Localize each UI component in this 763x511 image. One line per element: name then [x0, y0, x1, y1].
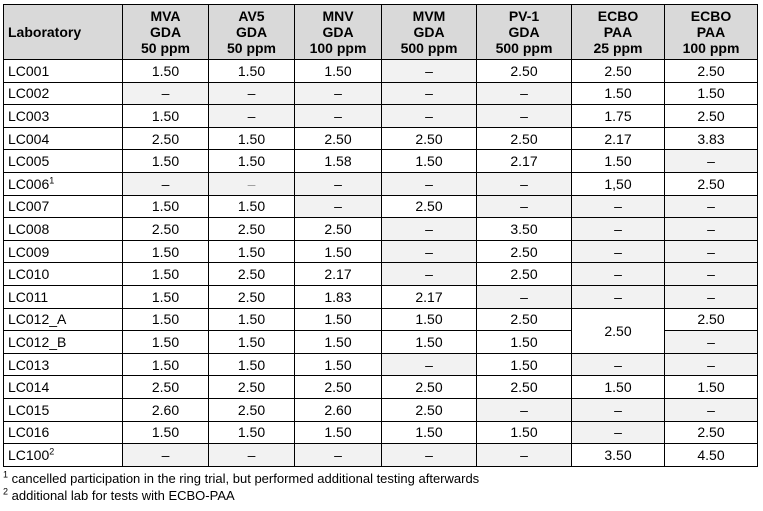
value-cell: 2.50	[382, 376, 477, 399]
value-cell: 1.50	[123, 60, 209, 83]
value-cell: 2.50	[572, 308, 665, 353]
value-cell: –	[665, 285, 758, 308]
value-cell: 2.17	[572, 127, 665, 150]
value-cell: –	[209, 82, 295, 105]
table-row	[4, 285, 758, 308]
lab-code	[4, 331, 123, 354]
table-row	[4, 308, 758, 331]
value-cell: 1,50	[572, 172, 665, 195]
value-cell: –	[382, 353, 477, 376]
value-cell: 1.50	[295, 60, 382, 83]
lab-code-text: LC009	[8, 243, 50, 260]
value-cell: 1.50	[123, 240, 209, 263]
header-line: MNV	[322, 8, 354, 24]
value-cell: –	[572, 421, 665, 444]
header-line: GDA	[413, 24, 445, 40]
footnote-text: additional lab for tests with ECBO-PAA	[11, 487, 235, 503]
lab-code	[4, 218, 123, 241]
value-cell: –	[123, 172, 209, 195]
value-cell: 1.75	[572, 105, 665, 128]
lab-code-text: LC100	[8, 446, 50, 463]
column-header	[382, 5, 477, 60]
lab-code-text: LC013	[8, 356, 50, 373]
column-header	[123, 5, 209, 60]
value-cell: 2.50	[665, 308, 758, 331]
value-cell: 2.50	[382, 127, 477, 150]
value-cell: –	[572, 195, 665, 218]
value-cell: 2.50	[665, 421, 758, 444]
value-cell: 1.50	[382, 150, 477, 173]
footnote-marker: 1	[49, 175, 55, 186]
value-cell: 2.50	[295, 218, 382, 241]
value-cell: –	[665, 398, 758, 421]
footnote-mark: 1	[3, 469, 9, 480]
lab-code-text: LC002	[8, 85, 50, 102]
lab-code	[4, 308, 123, 331]
value-cell: 1.50	[295, 240, 382, 263]
column-header	[665, 5, 758, 60]
table-row	[4, 353, 758, 376]
lab-code	[4, 240, 123, 263]
table-row	[4, 218, 758, 241]
value-cell: 1.50	[295, 308, 382, 331]
header-line: 100 ppm	[309, 40, 367, 56]
value-cell: 2.60	[123, 398, 209, 421]
header-line: MVM	[412, 8, 446, 24]
value-cell: 1.50	[209, 195, 295, 218]
value-cell: –	[477, 285, 572, 308]
value-cell: 2.50	[477, 127, 572, 150]
value-cell: 2.50	[477, 308, 572, 331]
value-cell: –	[477, 82, 572, 105]
footnotes	[3, 470, 757, 504]
value-cell: –	[572, 285, 665, 308]
value-cell: 2.50	[209, 285, 295, 308]
footnote-text: cancelled participation in the ring trial, but performed additional testing afterwards	[11, 470, 480, 486]
value-cell: –	[665, 218, 758, 241]
results-table	[3, 4, 758, 467]
value-cell: –	[123, 444, 209, 467]
footnote-mark: 2	[3, 486, 9, 497]
value-cell: 2.17	[477, 150, 572, 173]
lab-code	[4, 398, 123, 421]
value-cell: 2.50	[295, 376, 382, 399]
value-cell: –	[382, 172, 477, 195]
header-laboratory	[4, 5, 123, 60]
value-cell: 1.50	[382, 308, 477, 331]
lab-code-text: LC005	[8, 153, 50, 170]
value-cell: 1.50	[123, 150, 209, 173]
lab-code	[4, 285, 123, 308]
value-cell: 1.50	[295, 353, 382, 376]
value-cell: 1.50	[209, 331, 295, 354]
header-line: 500 ppm	[400, 40, 458, 56]
value-cell: –	[209, 444, 295, 467]
value-cell: 1.83	[295, 285, 382, 308]
value-cell: 1.50	[123, 195, 209, 218]
value-cell: –	[209, 172, 295, 195]
value-cell: –	[477, 105, 572, 128]
value-cell: –	[382, 60, 477, 83]
lab-code-text: LC008	[8, 220, 50, 237]
value-cell: 1.50	[477, 421, 572, 444]
value-cell: –	[209, 105, 295, 128]
table-row	[4, 444, 758, 467]
column-header	[477, 5, 572, 60]
value-cell: 1.50	[295, 331, 382, 354]
value-cell: 1.50	[123, 421, 209, 444]
value-cell: 2.50	[382, 398, 477, 421]
value-cell: 3.50	[477, 218, 572, 241]
header-line: 50 ppm	[140, 40, 190, 56]
value-cell: 1.50	[209, 127, 295, 150]
lab-code	[4, 421, 123, 444]
table-row	[4, 60, 758, 83]
table-body	[4, 60, 758, 467]
header-line: 500 ppm	[495, 40, 553, 56]
value-cell: 2.50	[477, 263, 572, 286]
value-cell: 1.50	[123, 105, 209, 128]
lab-code	[4, 444, 123, 467]
value-cell: –	[665, 263, 758, 286]
lab-code-text: LC004	[8, 130, 50, 147]
value-cell: –	[665, 331, 758, 354]
value-cell: –	[382, 82, 477, 105]
value-cell: 3.50	[572, 444, 665, 467]
table-row	[4, 240, 758, 263]
value-cell: 1.50	[209, 60, 295, 83]
value-cell: –	[665, 240, 758, 263]
value-cell: –	[295, 172, 382, 195]
value-cell: 2.50	[665, 105, 758, 128]
value-cell: –	[382, 240, 477, 263]
value-cell: 1.50	[382, 331, 477, 354]
header-line: 50 ppm	[226, 40, 276, 56]
header-line: Laboratory	[8, 24, 82, 40]
value-cell: 1.50	[665, 82, 758, 105]
table-row	[4, 376, 758, 399]
header-row	[4, 5, 758, 60]
value-cell: –	[477, 444, 572, 467]
value-cell: –	[295, 105, 382, 128]
table-row	[4, 105, 758, 128]
lab-code	[4, 60, 123, 83]
value-cell: –	[572, 263, 665, 286]
header-line: PV-1	[508, 8, 540, 24]
lab-code-text: LC012_B	[8, 333, 67, 350]
value-cell: 1.50	[209, 421, 295, 444]
value-cell: –	[572, 218, 665, 241]
value-cell: 2.60	[295, 398, 382, 421]
value-cell: –	[382, 218, 477, 241]
value-cell: 1.50	[477, 331, 572, 354]
footnote	[3, 487, 757, 504]
table-row	[4, 127, 758, 150]
table-row	[4, 263, 758, 286]
value-cell: –	[295, 195, 382, 218]
header-line: 25 ppm	[593, 40, 643, 56]
value-cell: 2.50	[123, 218, 209, 241]
value-cell: –	[477, 195, 572, 218]
value-cell: 2.50	[295, 127, 382, 150]
value-cell: 2.50	[382, 195, 477, 218]
value-cell: –	[665, 353, 758, 376]
footnote-marker: 2	[49, 446, 55, 457]
column-header	[572, 5, 665, 60]
value-cell: –	[665, 150, 758, 173]
header-line: GDA	[235, 24, 268, 40]
column-header	[209, 5, 295, 60]
value-cell: –	[295, 82, 382, 105]
lab-code	[4, 127, 123, 150]
table-row	[4, 398, 758, 421]
header-line: AV5	[238, 8, 265, 24]
lab-code-text: LC014	[8, 379, 50, 396]
header-line: GDA	[322, 24, 354, 40]
value-cell: –	[572, 353, 665, 376]
value-cell: 1.50	[572, 150, 665, 173]
lab-code	[4, 150, 123, 173]
lab-code-text: LC015	[8, 401, 50, 418]
header-line: GDA	[149, 24, 182, 40]
header-line: ECBO	[597, 8, 639, 24]
value-cell: 1.50	[572, 82, 665, 105]
lab-code	[4, 353, 123, 376]
value-cell: 2.50	[665, 172, 758, 195]
footnote	[3, 470, 757, 487]
header-line: ECBO	[690, 8, 732, 24]
column-header	[295, 5, 382, 60]
value-cell: 2.50	[209, 376, 295, 399]
lab-code-text: LC012_A	[8, 311, 67, 328]
value-cell: 2.50	[665, 60, 758, 83]
value-cell: 1.50	[477, 353, 572, 376]
value-cell: –	[123, 82, 209, 105]
value-cell: 2.50	[209, 263, 295, 286]
header-line: GDA	[508, 24, 540, 40]
lab-code	[4, 82, 123, 105]
lab-code-text: LC016	[8, 424, 50, 441]
value-cell: –	[665, 195, 758, 218]
value-cell: –	[382, 105, 477, 128]
value-cell: 1.58	[295, 150, 382, 173]
header-line: PAA	[603, 24, 633, 40]
value-cell: 2.50	[572, 60, 665, 83]
table-row	[4, 195, 758, 218]
table-row	[4, 150, 758, 173]
value-cell: 1.50	[572, 376, 665, 399]
lab-code	[4, 376, 123, 399]
lab-code-text: LC010	[8, 266, 50, 283]
value-cell: 4.50	[665, 444, 758, 467]
value-cell: 2.50	[209, 398, 295, 421]
lab-code-text: LC007	[8, 198, 50, 215]
value-cell: 3.83	[665, 127, 758, 150]
value-cell: –	[295, 444, 382, 467]
table-row	[4, 82, 758, 105]
lab-code	[4, 105, 123, 128]
value-cell: 2.50	[477, 240, 572, 263]
value-cell: –	[572, 240, 665, 263]
value-cell: –	[572, 398, 665, 421]
value-cell: 1.50	[209, 150, 295, 173]
value-cell: –	[477, 172, 572, 195]
value-cell: 1.50	[665, 376, 758, 399]
lab-code-text: LC001	[8, 62, 50, 79]
value-cell: 1.50	[123, 263, 209, 286]
value-cell: –	[382, 263, 477, 286]
value-cell: 1.50	[123, 331, 209, 354]
value-cell: 1.50	[382, 421, 477, 444]
value-cell: 1.50	[123, 308, 209, 331]
value-cell: 1.50	[295, 421, 382, 444]
header-line: 100 ppm	[682, 40, 740, 56]
value-cell: 1.50	[209, 240, 295, 263]
value-cell: 1.50	[123, 285, 209, 308]
table-row	[4, 421, 758, 444]
value-cell: –	[477, 398, 572, 421]
lab-code-text: LC011	[8, 288, 49, 305]
value-cell: 1.50	[123, 353, 209, 376]
value-cell: 2.50	[477, 376, 572, 399]
value-cell: 2.50	[477, 60, 572, 83]
value-cell: –	[382, 444, 477, 467]
lab-code	[4, 172, 123, 195]
lab-code	[4, 263, 123, 286]
header-line: PAA	[696, 24, 726, 40]
lab-code-text: LC006	[8, 175, 50, 192]
results-table-container	[3, 4, 757, 504]
value-cell: 2.17	[382, 285, 477, 308]
value-cell: 1.50	[209, 353, 295, 376]
header-line: MVA	[150, 8, 181, 24]
table-row	[4, 172, 758, 195]
lab-code-text: LC003	[8, 107, 50, 124]
value-cell: 2.17	[295, 263, 382, 286]
lab-code	[4, 195, 123, 218]
value-cell: 2.50	[123, 376, 209, 399]
value-cell: 2.50	[209, 218, 295, 241]
value-cell: 1.50	[209, 308, 295, 331]
value-cell: 2.50	[123, 127, 209, 150]
